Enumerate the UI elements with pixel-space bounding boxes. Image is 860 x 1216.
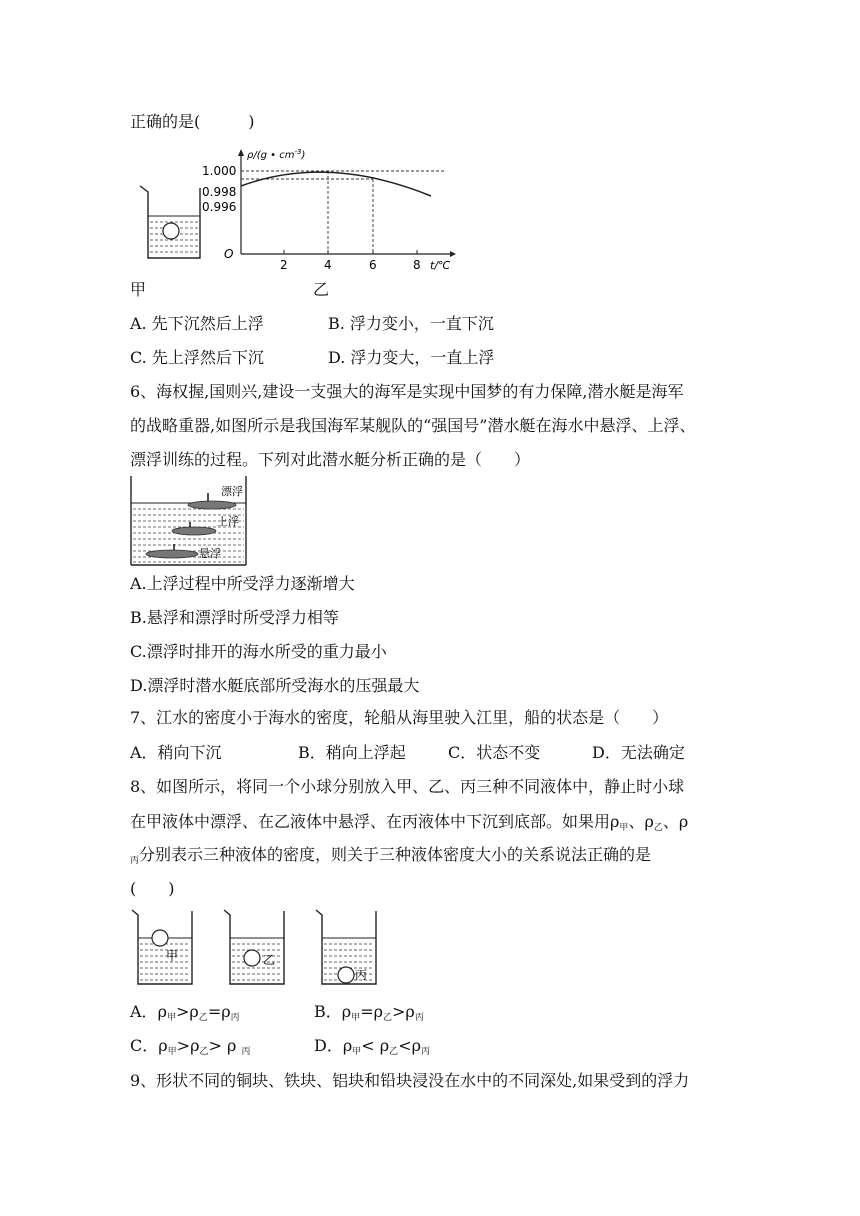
q9-line-1: 9、形状不同的铜块、铁块、铝块和铅块浸没在水中的不同深处,如果受到的浮力	[130, 1071, 690, 1090]
q6-option-b: B.悬浮和漂浮时所受浮力相等	[130, 608, 339, 627]
q8-option-a: A．$\rho_甲>\rho_乙=\rho_丙$	[130, 1002, 240, 1023]
q7-option-a: A．稍向下沉	[130, 743, 222, 762]
q7-option-d: D．无法确定	[592, 743, 685, 762]
beaker-label-bing: 丙	[355, 968, 368, 982]
chart-y-axis-label: ρ/(g • $cm^{-3}$)	[247, 148, 306, 161]
q5-stem-end: 正确的是( )	[130, 112, 255, 131]
q5-option-c: C. 先上浮然后下沉	[130, 348, 264, 367]
q8-option-b: B．$\rho_甲=\rho_乙>\rho_丙$	[314, 1002, 424, 1023]
q6-line-3: 漂浮训练的过程。下列对此潜水艇分析正确的是（ ）	[130, 450, 531, 469]
q6-line-1: 6、海权握,国则兴,建设一支强大的海军是实现中国梦的有力保障,潜水艇是海军	[130, 382, 684, 401]
q7-option-c: C．状态不变	[448, 743, 541, 762]
figure-label-jia: 甲	[130, 280, 147, 299]
q5-option-d: D. 浮力变大，一直上浮	[328, 348, 495, 367]
q8-line-4: ( )	[130, 879, 175, 898]
chart-x-axis-label: t/℃	[430, 259, 451, 272]
q6-option-a: A.上浮过程中所受浮力逐渐增大	[130, 574, 355, 593]
q6-option-c: C.漂浮时排开的海水所受的重力最小	[130, 642, 387, 661]
sub-label-xuanfu: 悬浮	[199, 547, 221, 560]
q8-option-c: C．$\rho_甲>\rho_乙> \rho$ $_丙$	[130, 1036, 251, 1057]
q8-option-d: D．$\rho_甲< \rho_乙<\rho_丙$	[314, 1036, 431, 1057]
chart-y-tick-0998: 0.998	[202, 185, 237, 199]
q7-line-1: 7、江水的密度小于海水的密度，轮船从海里驶入江里，船的状态是（ ）	[130, 708, 669, 727]
chart-x-tick-4: 4	[324, 258, 332, 272]
q6-option-d: D.漂浮时潜水艇底部所受海水的压强最大	[130, 676, 420, 695]
q8-line-2: 在甲液体中漂浮、在乙液体中悬浮、在丙液体中下沉到底部。如果用$\rho_甲$、$\rho_乙$、ρ	[130, 812, 689, 833]
q8-line-3: $_丙$分别表示三种液体的密度，则关于三种液体密度大小的关系说法正确的是	[130, 845, 652, 866]
sub-label-piaofu: 漂浮	[221, 485, 243, 498]
figure-label-yi: 乙	[313, 280, 330, 299]
sub-label-shangfu: 上浮	[217, 515, 239, 528]
q8-beaker-yi	[222, 908, 290, 988]
q6-line-2: 的战略重器,如图所示是我国海军某舰队的“强国号”潜水艇在海水中悬浮、上浮、	[130, 416, 696, 435]
beaker-label-jia: 甲	[166, 949, 179, 963]
q5-density-chart	[202, 148, 465, 278]
chart-x-tick-6: 6	[369, 258, 377, 272]
q8-line-1: 8、如图所示，将同一个小球分别放入甲、乙、丙三种不同液体中，静止时小球	[130, 777, 685, 796]
chart-y-tick-0996: 0.996	[202, 200, 237, 214]
q8-beaker-jia	[130, 908, 198, 988]
q5-beaker-figure	[138, 184, 208, 264]
chart-x-tick-8: 8	[413, 258, 421, 272]
q7-option-b: B．稍向上浮起	[298, 743, 406, 762]
q5-option-a: A. 先下沉然后上浮	[130, 314, 264, 333]
chart-x-tick-2: 2	[280, 258, 288, 272]
chart-origin: O	[224, 247, 234, 261]
chart-y-tick-1000: 1.000	[202, 164, 237, 178]
q8-beaker-bing	[314, 908, 382, 988]
q6-submarine-figure	[130, 476, 250, 566]
q5-option-b: B. 浮力变小，一直下沉	[328, 314, 494, 333]
beaker-label-yi: 乙	[263, 953, 276, 967]
